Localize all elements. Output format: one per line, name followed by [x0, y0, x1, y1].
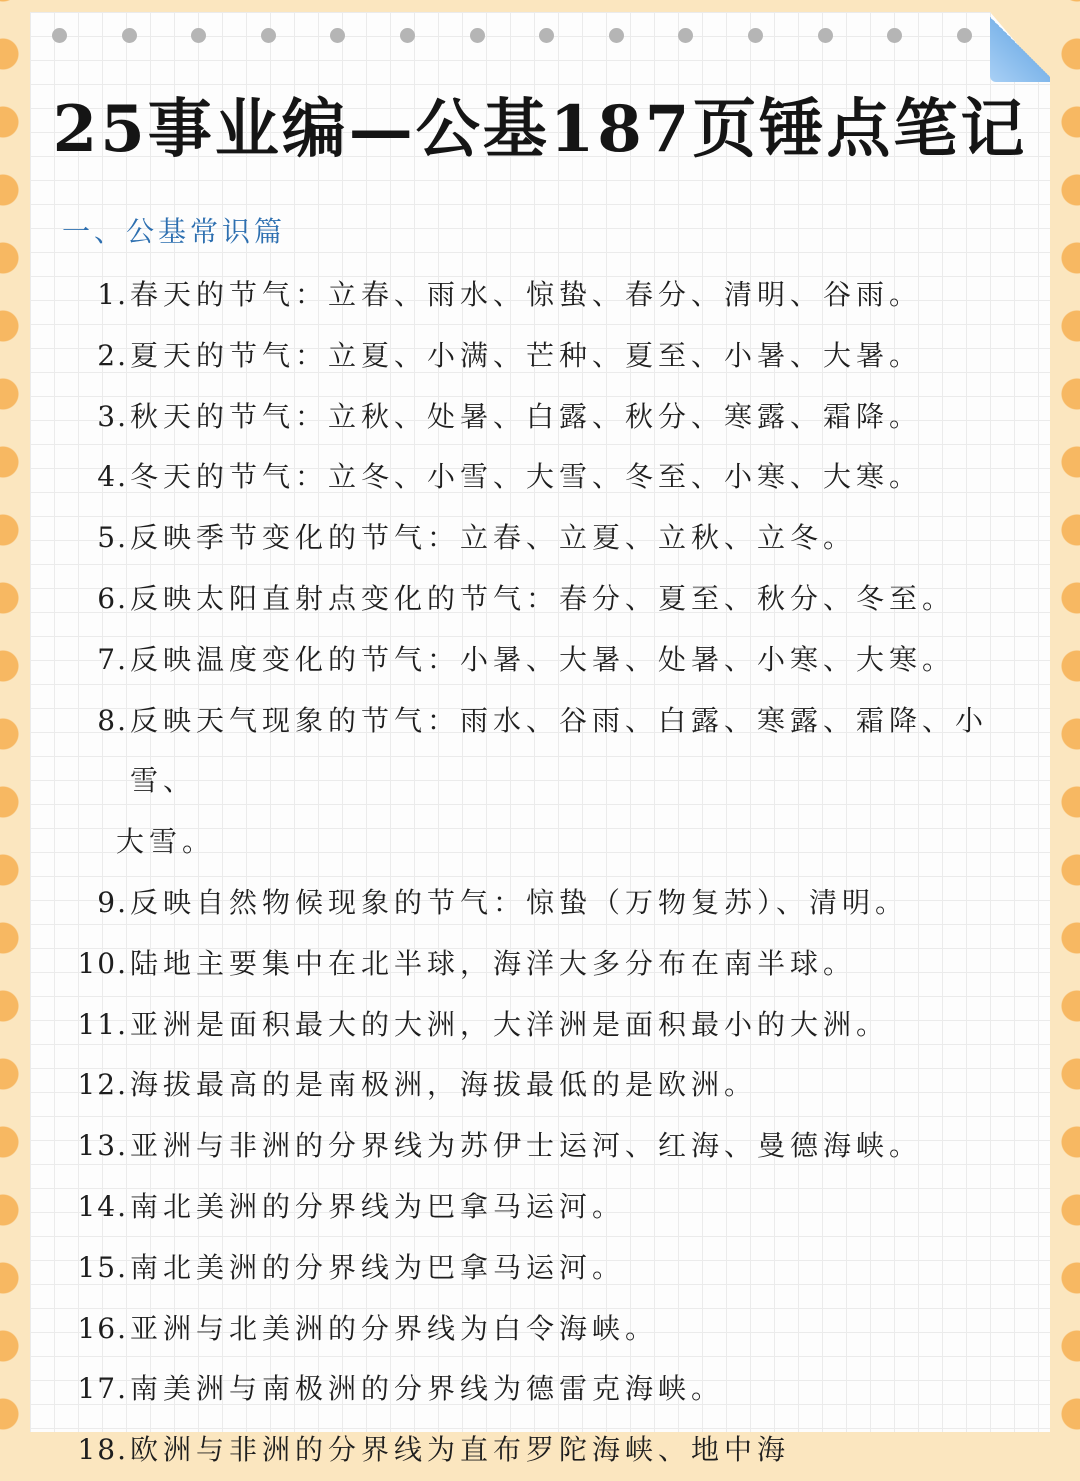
item-number: 3.: [97, 399, 128, 433]
list-item: [62, 630, 1012, 691]
binder-hole: [887, 28, 902, 43]
list-item: [62, 569, 1012, 630]
polka-dot-border-left: [0, 0, 20, 1443]
binder-hole: [52, 28, 67, 43]
item-number: 2.: [97, 338, 128, 372]
binder-hole: [539, 28, 554, 43]
list-item: [62, 508, 1012, 569]
item-number: 13.: [77, 1129, 128, 1163]
item-text: 海拔最高的是南极洲，海拔最低的是欧洲。: [130, 1068, 758, 1102]
binder-holes: [52, 28, 972, 43]
binder-hole: [957, 28, 972, 43]
item-text: 南美洲与南极洲的分界线为德雷克海峡。: [130, 1372, 725, 1406]
item-number: 12.: [77, 1068, 128, 1102]
item-text: 秋天的节气：立秋、处暑、白露、秋分、寒露、霜降。: [130, 399, 923, 433]
binder-hole: [122, 28, 137, 43]
item-number: 11.: [77, 1007, 128, 1041]
list-item: [62, 447, 1012, 508]
item-text: 反映温度变化的节气：小暑、大暑、处暑、小寒、大寒。: [130, 642, 956, 676]
polka-dot-border-right: [1060, 0, 1080, 1443]
item-text: 反映太阳直射点变化的节气：春分、夏至、秋分、冬至。: [130, 581, 956, 615]
item-number: 17.: [77, 1372, 128, 1406]
list-item: [62, 265, 1012, 326]
page-corner-fold: [990, 12, 1050, 82]
item-text: 反映天气现象的节气：雨水、谷雨、白露、寒露、霜降、小雪、: [130, 703, 989, 798]
item-number: 5.: [97, 521, 128, 555]
list-item: [62, 995, 1012, 1056]
item-number: 4.: [97, 460, 128, 494]
item-text: 亚洲是面积最大的大洲，大洋洲是面积最小的大洲。: [130, 1007, 890, 1041]
list-item: [62, 934, 1012, 995]
binder-hole: [261, 28, 276, 43]
binder-hole: [609, 28, 624, 43]
list-item: [62, 1299, 1012, 1360]
item-number: 6.: [97, 581, 128, 615]
item-text: 亚洲与北美洲的分界线为白令海峡。: [130, 1311, 659, 1345]
item-text-continuation: 大雪。: [116, 825, 216, 859]
item-number: 10.: [77, 946, 128, 980]
item-number: 16.: [77, 1311, 128, 1345]
list-item: [62, 1055, 1012, 1116]
list-item: [62, 1420, 1012, 1481]
list-item: [62, 1238, 1012, 1299]
notes-list: [62, 265, 1012, 1481]
list-item: [62, 873, 1012, 934]
list-item: [62, 1116, 1012, 1177]
item-number: 7.: [97, 642, 128, 676]
item-number: 18.: [77, 1433, 128, 1467]
binder-hole: [748, 28, 763, 43]
item-number: 14.: [77, 1189, 128, 1223]
page-title: 25事业编—公基187页锤点笔记: [52, 92, 1028, 167]
item-text: 欧洲与非洲的分界线为直布罗陀海峡、地中海: [130, 1433, 791, 1467]
binder-hole: [400, 28, 415, 43]
item-text: 反映自然物候现象的节气：惊蛰（万物复苏）、清明。: [130, 885, 909, 919]
list-item: [62, 1177, 1012, 1238]
binder-hole: [678, 28, 693, 43]
binder-hole: [470, 28, 485, 43]
item-number: 9.: [97, 885, 128, 919]
list-item: [62, 691, 1012, 873]
item-text: 南北美洲的分界线为巴拿马运河。: [130, 1250, 626, 1284]
item-text: 春天的节气：立春、雨水、惊蛰、春分、清明、谷雨。: [130, 278, 923, 311]
binder-hole: [191, 28, 206, 43]
binder-hole: [818, 28, 833, 43]
item-text: 亚洲与非洲的分界线为苏伊士运河、红海、曼德海峡。: [130, 1129, 923, 1163]
item-number: 1.: [97, 278, 128, 311]
list-item: [62, 387, 1012, 448]
item-number: 8.: [97, 703, 128, 737]
binder-hole: [330, 28, 345, 43]
section-heading: 一、公基常识篇: [62, 215, 287, 248]
item-text: 反映季节变化的节气：立春、立夏、立秋、立冬。: [130, 521, 857, 555]
item-text: 陆地主要集中在北半球，海洋大多分布在南半球。: [130, 946, 857, 980]
item-number: 15.: [77, 1250, 128, 1284]
item-text: 南北美洲的分界线为巴拿马运河。: [130, 1189, 626, 1223]
item-text: 夏天的节气：立夏、小满、芒种、夏至、小暑、大暑。: [130, 338, 923, 372]
list-item: [62, 1359, 1012, 1420]
list-item: [62, 326, 1012, 387]
item-text: 冬天的节气：立冬、小雪、大雪、冬至、小寒、大寒。: [130, 460, 923, 494]
